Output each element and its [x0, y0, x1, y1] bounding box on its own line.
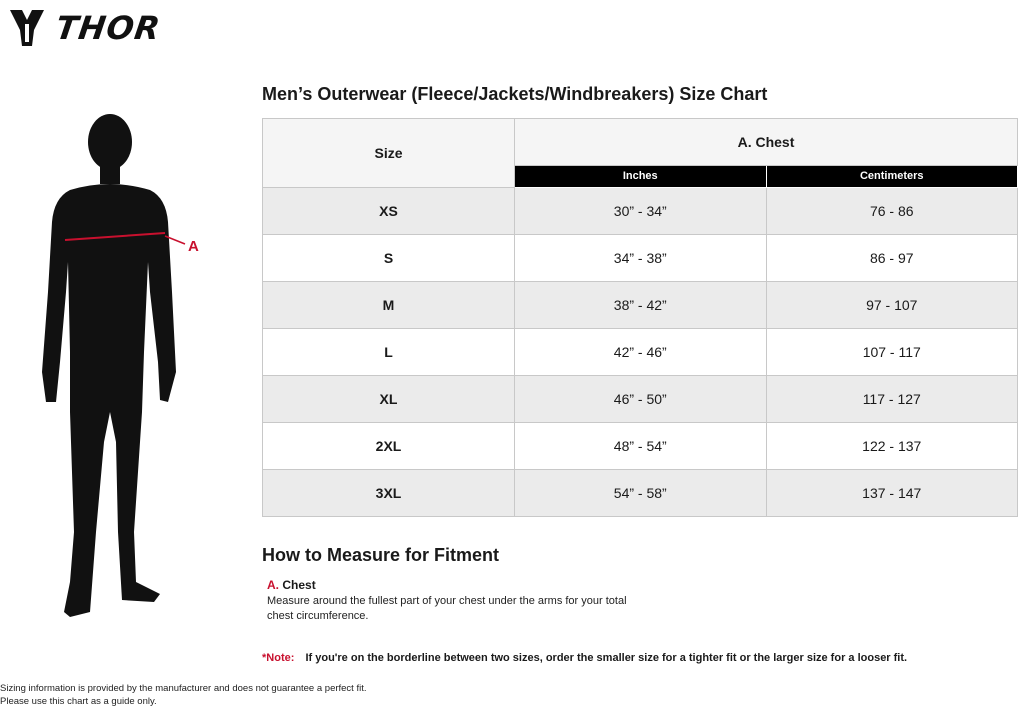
body-silhouette — [30, 112, 210, 634]
table-row — [263, 235, 1018, 282]
inches-cell: 42” - 46” — [515, 329, 767, 376]
measure-item-name: Chest — [282, 578, 316, 592]
table-row — [263, 188, 1018, 235]
centimeters-cell: 97 - 107 — [766, 282, 1018, 329]
disclaimer — [0, 682, 367, 708]
inches-cell: 30” - 34” — [515, 188, 767, 235]
measure-item-label — [267, 578, 647, 592]
size-cell: S — [263, 235, 515, 282]
centimeters-cell: 117 - 127 — [766, 376, 1018, 423]
centimeters-cell: 86 - 97 — [766, 235, 1018, 282]
size-cell: 2XL — [263, 423, 515, 470]
page-title: Men’s Outerwear (Fleece/Jackets/Windbreakers) Size Chart — [262, 84, 768, 104]
centimeters-cell: 122 - 137 — [766, 423, 1018, 470]
table-row — [263, 282, 1018, 329]
size-chart-table — [262, 118, 1018, 517]
brand-wordmark: THOR — [53, 9, 164, 47]
measure-heading: How to Measure for Fitment — [262, 545, 500, 565]
chest-marker-label: A — [188, 238, 199, 255]
centimeters-column-header: Centimeters — [766, 165, 1018, 187]
inches-column-header: Inches — [515, 165, 767, 187]
inches-cell: 54” - 58” — [515, 470, 767, 517]
table-row — [263, 329, 1018, 376]
chest-group-header: A. Chest — [515, 119, 1018, 166]
measure-item-description: Measure around the fullest part of your chest under the arms for your total chest circumference. — [267, 595, 627, 622]
note-text: If you're on the borderline between two sizes, order the smaller size for a tighter fit or the larger size for a looser fit. — [305, 652, 908, 664]
table-row — [263, 470, 1018, 517]
size-column-header: Size — [263, 119, 515, 188]
table-row — [263, 376, 1018, 423]
measure-item-letter: A. — [267, 578, 279, 592]
centimeters-cell: 137 - 147 — [766, 470, 1018, 517]
size-cell: 3XL — [263, 470, 515, 517]
size-cell: M — [263, 282, 515, 329]
size-cell: XL — [263, 376, 515, 423]
centimeters-cell: 76 - 86 — [766, 188, 1018, 235]
inches-cell: 48” - 54” — [515, 423, 767, 470]
table-row — [263, 423, 1018, 470]
note-label: *Note: — [262, 652, 295, 664]
brand-logo — [8, 8, 164, 48]
fit-note — [262, 652, 907, 664]
inches-cell: 46” - 50” — [515, 376, 767, 423]
measure-item-chest — [267, 578, 647, 624]
centimeters-cell: 107 - 117 — [766, 329, 1018, 376]
size-cell: L — [263, 329, 515, 376]
inches-cell: 34” - 38” — [515, 235, 767, 282]
size-cell: XS — [263, 188, 515, 235]
disclaimer-line: Please use this chart as a guide only. — [0, 696, 157, 707]
thor-emblem-icon — [8, 8, 46, 48]
disclaimer-line: Sizing information is provided by the manufacturer and does not guarantee a perfect fit. — [0, 683, 367, 694]
inches-cell: 38” - 42” — [515, 282, 767, 329]
